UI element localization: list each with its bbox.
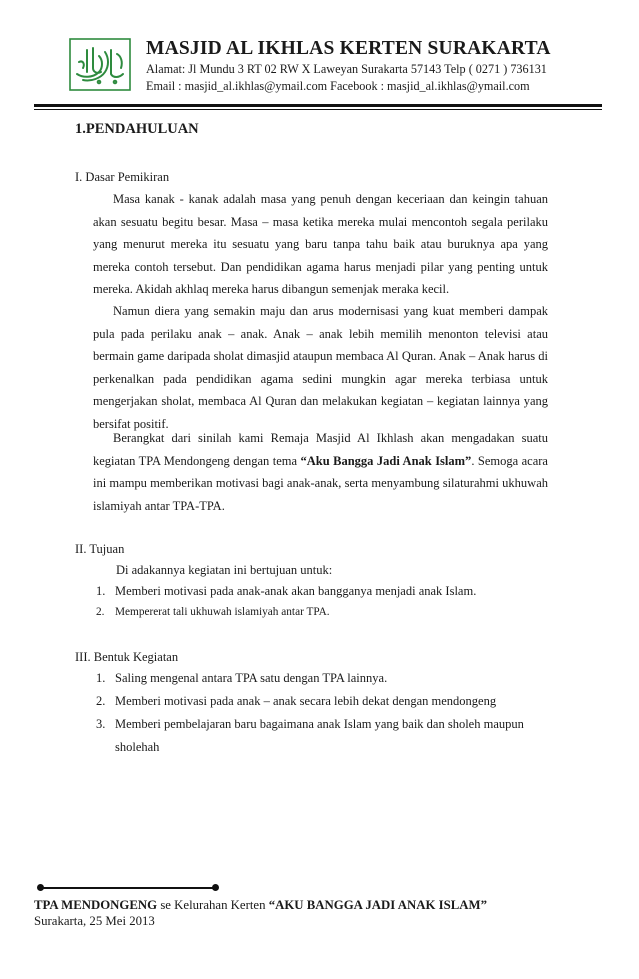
list-item: 2. Memberi motivasi pada anak – anak secara lebih dekat dengan mendongeng — [96, 694, 497, 708]
list-item: 3. Memberi pembelajaran baru bagaimana anak Islam yang baik dan sholeh maupun — [96, 717, 524, 731]
footer-date: Surakarta, 25 Mei 2013 — [34, 914, 155, 928]
header-address: Alamat: Jl Mundu 3 RT 02 RW X Laweyan Surakarta 57143 Telp ( 0271 ) 736131 — [146, 62, 547, 76]
tujuan-intro: Di adakannya kegiatan ini bertujuan untuk: — [116, 563, 333, 577]
masjid-logo — [69, 38, 131, 91]
header-title: MASJID AL IKHLAS KERTEN SURAKARTA — [146, 38, 551, 59]
header-rule-thick — [34, 104, 602, 107]
header-contact: Email : masjid_al.ikhlas@ymail.com Facebook : masjid_al.ikhlas@ymail.com — [146, 79, 530, 93]
dasar-paragraph-1: Masa kanak - kanak adalah masa yang penuh dengan keceriaan dan keingin tahuan akan sesuatu begitu besar. Masa – masa ketika mereka mulai mencontoh segala perilaku yang menurut mereka itu sesuatu yang baru tanpa tahu baik atau buruknya apa yang mereka contoh tersebut. Dan pendidikan agama harus menjadi pilar yang penting untuk mereka. Akidah akhlaq mereka harus dibangun semenjak meraka kecil. — [93, 192, 548, 296]
header-rule-thin — [34, 109, 602, 110]
list-item: 2. Mempererat tali ukhuwah islamiyah antar TPA. — [96, 606, 330, 618]
theme-text: “Aku Bangga Jadi Anak Islam” — [300, 453, 472, 468]
list-item: 1. Saling mengenal antara TPA satu dengan TPA lainnya. — [96, 671, 388, 685]
dasar-paragraph-3 — [93, 427, 548, 517]
list-item-continuation: sholehah — [115, 740, 160, 754]
tujuan-heading: II. Tujuan — [75, 542, 125, 556]
footer-rule — [40, 887, 216, 889]
bentuk-heading: III. Bentuk Kegiatan — [75, 650, 179, 664]
footer-title: TPA MENDONGENG se Kelurahan Kerten “AKU BANGGA JADI ANAK ISLAM” — [34, 898, 487, 912]
dasar-paragraph-2: Namun diera yang semakin maju dan arus modernisasi yang kuat memberi dampak pula pada perilaku anak – anak. Anak – anak lebih memilih menonton televisi atau bermain game daripada sholat dimasjid ataupun membaca Al Quran. Anak – Anak harus di perkenalkan pada pendidikan agama sedini mungkin agar mereka terbiasa untuk mengerjakan sholat, membaca Al Quran dan melakukan kegiatan – kegiatan lainnya yang bersifat positif. — [93, 304, 548, 431]
paragraph-3-text-a: Berangkat dari sinilah kami Remaja Masjid Al Ikhlash akan mengadakan suatu kegiatan TPA Mendongeng dengan tema — [93, 431, 548, 468]
paragraph-3-text-b: . Semoga acara ini mampu memberikan motivasi bagi anak-anak, serta menyambung silaturahmi ukhuwah islamiyah antar TPA-TPA. — [93, 453, 548, 513]
list-item: 1. Memberi motivasi pada anak-anak akan bangganya menjadi anak Islam. — [96, 584, 477, 598]
footer-dot-right — [212, 884, 219, 891]
section-title: 1.PENDAHULUAN — [75, 121, 199, 137]
dasar-heading: I. Dasar Pemikiran — [75, 170, 170, 184]
